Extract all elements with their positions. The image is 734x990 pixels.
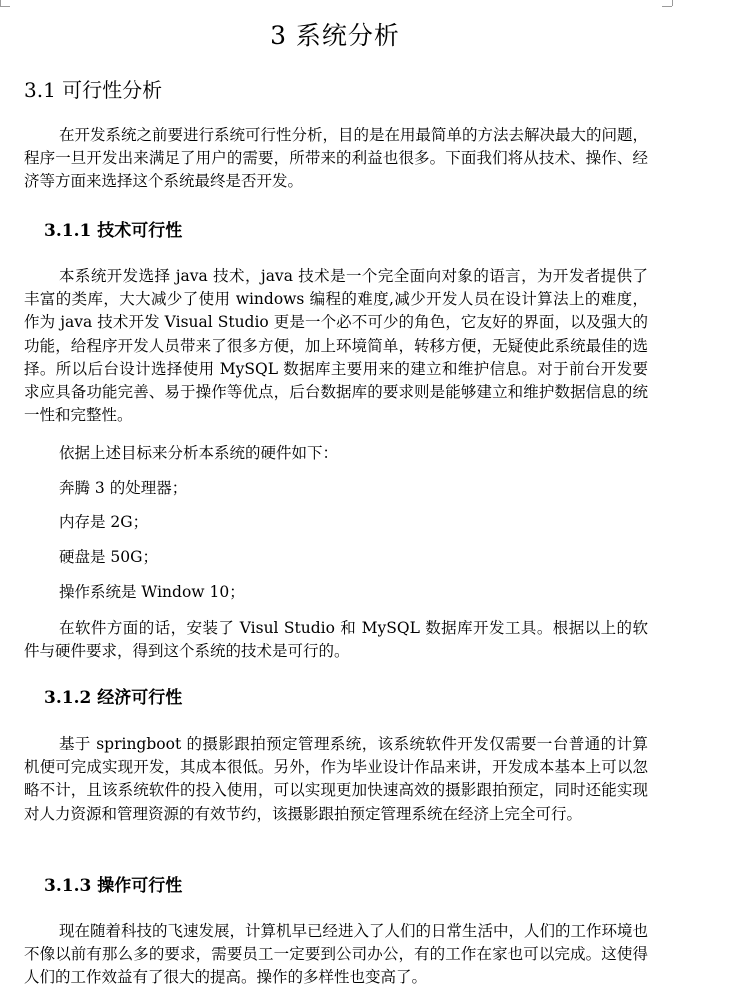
operational-feasibility-paragraph: 现在随着科技的飞速发展，计算机早已经进入了人们的日常生活中，人们的工作环境也不像以前有那么多的要求，需要员工一定要到公司办公，有的工作在家也可以完成。这使得人们的工作效益有了很大的提高。操作的多样性也变高了。 [24,922,649,987]
subsection-title-operational: 3.1.3 操作可行性 [44,876,183,896]
page-corner-mark-left-horizontal [0,6,10,7]
chapter-title: 3 系统分析 [270,21,400,50]
economic-feasibility-paragraph: 基于 springboot 的摄影跟拍预定管理系统，该系统软件开发仅需要一台普通的计算机便可完成实现开发，其成本很低。另外，作为毕业设计作品来讲，开发成本基本上可以忽略不计，且该系统软件的投入使用，可以实现更加快速高效的摄影跟拍预定，同时还能实现对人力资源和管理资源的有效节约，该摄影跟拍预定管理系统在经济上完全可行。 [24,735,648,823]
technical-conclusion-paragraph: 在软件方面的话，安装了 Visul Studio 和 MySQL 数据库开发工具。根据以上的软件与硬件要求，得到这个系统的技术是可行的。 [24,619,648,661]
hardware-item-cpu: 奔腾 3 的处理器； [59,479,188,497]
page-corner-mark-right-horizontal [662,6,672,7]
section-intro-paragraph: 在开发系统之前要进行系统可行性分析，目的是在用最简单的方法去解决最大的问题，程序一旦开发出来满足了用户的需要，所带来的利益也很多。下面我们将从技术、操作、经济等方面来选择这个系统最终是否开发。 [24,126,649,191]
hardware-item-os: 操作系统是 Window 10； [59,583,245,601]
subsection-title-technical: 3.1.1 技术可行性 [44,221,183,241]
section-title-feasibility: 3.1 可行性分析 [24,78,163,102]
hardware-intro-line: 依据上述目标来分析本系统的硬件如下： [59,444,339,462]
subsection-title-economic: 3.1.2 经济可行性 [44,688,183,708]
page-corner-mark-right [672,0,673,6]
hardware-item-memory: 内存是 2G； [59,513,149,531]
hardware-item-disk: 硬盘是 50G； [59,548,159,566]
technical-feasibility-paragraph: 本系统开发选择 java 技术，java 技术是一个完全面向对象的语言，为开发者提供了丰富的类库，大大减少了使用 windows 编程的难度,减少开发人员在设计算法上的难度，作为 java 技术开发 Visual Studio 更是一个必不可少的角色，它友好的界面，以及强大的功能，给程序开发人员带来了很多方便，加上环境简单，转移方便，无疑使此系统最佳的选择。所以后台设计选择使用 MySQL 数据库主要用来的建立和维护信息。对于前台开发要求应具备功能完善、易于操作等优点，后台数据库的要求则是能够建立和维护数据信息的统一性和完整性。 [24,267,648,425]
